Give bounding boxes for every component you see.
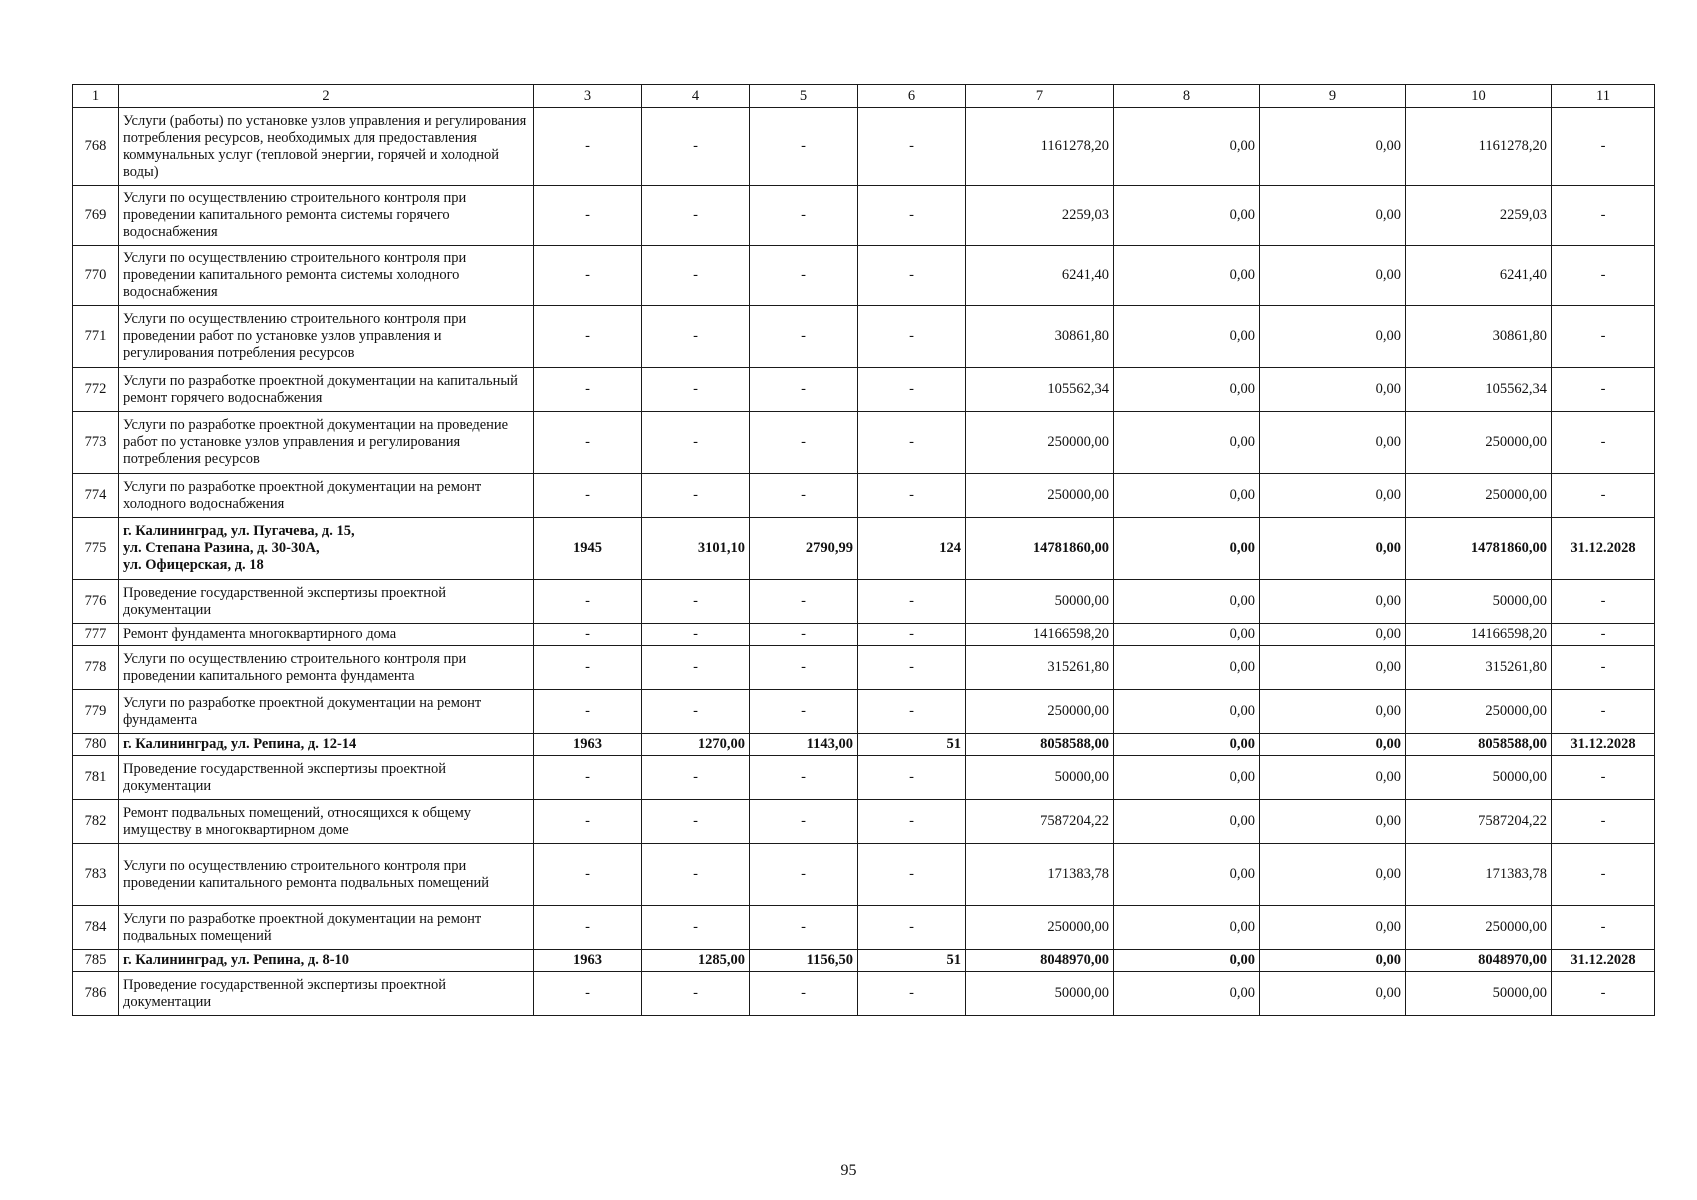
work-description: Услуги по осуществлению строительного контроля при проведении капитального ремонта системы горячего водоснабжения (119, 186, 534, 246)
table-row (73, 186, 1655, 246)
cell-col-3: - (534, 646, 642, 690)
table-row (73, 972, 1655, 1016)
cell-col-4: - (642, 844, 750, 906)
cell-col-9: 0,00 (1260, 580, 1406, 624)
work-description: Ремонт фундамента многоквартирного дома (119, 624, 534, 646)
cell-col-11: - (1552, 844, 1655, 906)
cell-col-4: 1270,00 (642, 734, 750, 756)
work-description: Услуги по разработке проектной документации на ремонт подвальных помещений (119, 906, 534, 950)
col-header-8: 8 (1114, 85, 1260, 108)
row-number: 777 (73, 624, 119, 646)
cell-col-11: 31.12.2028 (1552, 518, 1655, 580)
cell-col-3: - (534, 800, 642, 844)
cell-col-8: 0,00 (1114, 474, 1260, 518)
cell-col-10: 2259,03 (1406, 186, 1552, 246)
work-description: Услуги по разработке проектной документации на ремонт фундамента (119, 690, 534, 734)
cell-col-9: 0,00 (1260, 474, 1406, 518)
cell-col-11: - (1552, 412, 1655, 474)
work-description: Услуги по осуществлению строительного контроля при проведении капитального ремонта подвальных помещений (119, 844, 534, 906)
cell-col-4: - (642, 474, 750, 518)
cell-col-6: - (858, 800, 966, 844)
cell-col-8: 0,00 (1114, 306, 1260, 368)
work-description: Проведение государственной экспертизы проектной документации (119, 756, 534, 800)
col-header-10: 10 (1406, 85, 1552, 108)
cell-col-9: 0,00 (1260, 646, 1406, 690)
cell-col-4: - (642, 756, 750, 800)
work-description: Услуги по разработке проектной документации на ремонт холодного водоснабжения (119, 474, 534, 518)
cell-col-9: 0,00 (1260, 844, 1406, 906)
table-body (73, 108, 1655, 1016)
col-header-7: 7 (966, 85, 1114, 108)
cell-col-5: - (750, 624, 858, 646)
address-row (73, 734, 1655, 756)
cell-col-7: 6241,40 (966, 246, 1114, 306)
row-number: 784 (73, 906, 119, 950)
work-description: Проведение государственной экспертизы проектной документации (119, 972, 534, 1016)
cell-col-6: - (858, 646, 966, 690)
cell-col-3: - (534, 624, 642, 646)
cell-col-10: 50000,00 (1406, 756, 1552, 800)
cell-col-7: 315261,80 (966, 646, 1114, 690)
cell-col-6: - (858, 108, 966, 186)
cell-col-7: 250000,00 (966, 412, 1114, 474)
cell-col-5: - (750, 972, 858, 1016)
cell-col-8: 0,00 (1114, 412, 1260, 474)
cell-col-10: 8058588,00 (1406, 734, 1552, 756)
cell-col-8: 0,00 (1114, 624, 1260, 646)
table-row (73, 246, 1655, 306)
row-number: 782 (73, 800, 119, 844)
cell-col-3: - (534, 412, 642, 474)
cell-col-6: 51 (858, 734, 966, 756)
cell-col-10: 6241,40 (1406, 246, 1552, 306)
cell-col-6: - (858, 972, 966, 1016)
cell-col-5: - (750, 690, 858, 734)
table-row (73, 800, 1655, 844)
cell-col-5: 2790,99 (750, 518, 858, 580)
cell-col-5: - (750, 800, 858, 844)
cell-col-5: - (750, 246, 858, 306)
page-number: 95 (840, 1162, 857, 1179)
work-description: Проведение государственной экспертизы проектной документации (119, 580, 534, 624)
cell-col-11: - (1552, 906, 1655, 950)
table-row (73, 368, 1655, 412)
cell-col-5: - (750, 186, 858, 246)
work-description: Услуги по разработке проектной документации на проведение работ по установке узлов управления и регулирования потребления ресурсов (119, 412, 534, 474)
cell-col-8: 0,00 (1114, 950, 1260, 972)
cell-col-10: 250000,00 (1406, 906, 1552, 950)
cell-col-4: - (642, 186, 750, 246)
cell-col-6: - (858, 756, 966, 800)
row-number: 778 (73, 646, 119, 690)
cell-col-11: 31.12.2028 (1552, 734, 1655, 756)
row-number: 770 (73, 246, 119, 306)
cell-col-5: 1156,50 (750, 950, 858, 972)
cell-col-6: - (858, 186, 966, 246)
cell-col-9: 0,00 (1260, 368, 1406, 412)
cell-col-9: 0,00 (1260, 756, 1406, 800)
cell-col-7: 171383,78 (966, 844, 1114, 906)
cell-col-5: 1143,00 (750, 734, 858, 756)
work-description: Услуги по разработке проектной документации на капитальный ремонт горячего водоснабжения (119, 368, 534, 412)
cell-col-7: 30861,80 (966, 306, 1114, 368)
cell-col-6: - (858, 306, 966, 368)
cell-col-7: 50000,00 (966, 972, 1114, 1016)
cell-col-9: 0,00 (1260, 624, 1406, 646)
cell-col-4: - (642, 108, 750, 186)
row-number: 779 (73, 690, 119, 734)
cell-col-3: - (534, 906, 642, 950)
cell-col-6: - (858, 690, 966, 734)
table-row (73, 474, 1655, 518)
cell-col-11: - (1552, 580, 1655, 624)
work-description: Услуги по осуществлению строительного контроля при проведении капитального ремонта фундамента (119, 646, 534, 690)
cell-col-4: 3101,10 (642, 518, 750, 580)
cell-col-9: 0,00 (1260, 906, 1406, 950)
cell-col-8: 0,00 (1114, 972, 1260, 1016)
cell-col-7: 250000,00 (966, 474, 1114, 518)
cell-col-3: - (534, 246, 642, 306)
cell-col-5: - (750, 756, 858, 800)
row-number: 780 (73, 734, 119, 756)
cell-col-9: 0,00 (1260, 108, 1406, 186)
col-header-6: 6 (858, 85, 966, 108)
table-row (73, 412, 1655, 474)
row-number: 772 (73, 368, 119, 412)
cell-col-6: - (858, 474, 966, 518)
address-row (73, 518, 1655, 580)
table-row (73, 646, 1655, 690)
cell-col-5: - (750, 108, 858, 186)
cell-col-10: 7587204,22 (1406, 800, 1552, 844)
cell-col-3: - (534, 844, 642, 906)
col-header-9: 9 (1260, 85, 1406, 108)
row-number: 768 (73, 108, 119, 186)
cell-col-7: 250000,00 (966, 690, 1114, 734)
cell-col-7: 7587204,22 (966, 800, 1114, 844)
cell-col-3: - (534, 108, 642, 186)
cell-col-6: 124 (858, 518, 966, 580)
cell-col-3: 1963 (534, 950, 642, 972)
row-number: 783 (73, 844, 119, 906)
header-row (73, 85, 1655, 108)
cell-col-3: - (534, 690, 642, 734)
cell-col-6: - (858, 368, 966, 412)
works-table (72, 84, 1655, 1016)
cell-col-10: 250000,00 (1406, 412, 1552, 474)
cell-col-5: - (750, 474, 858, 518)
cell-col-4: - (642, 646, 750, 690)
cell-col-5: - (750, 306, 858, 368)
cell-col-4: - (642, 246, 750, 306)
cell-col-10: 14166598,20 (1406, 624, 1552, 646)
cell-col-9: 0,00 (1260, 186, 1406, 246)
col-header-5: 5 (750, 85, 858, 108)
cell-col-10: 250000,00 (1406, 690, 1552, 734)
table-row (73, 844, 1655, 906)
cell-col-7: 50000,00 (966, 756, 1114, 800)
cell-col-9: 0,00 (1260, 246, 1406, 306)
cell-col-10: 50000,00 (1406, 580, 1552, 624)
cell-col-10: 171383,78 (1406, 844, 1552, 906)
cell-col-11: - (1552, 108, 1655, 186)
cell-col-4: - (642, 800, 750, 844)
cell-col-10: 30861,80 (1406, 306, 1552, 368)
cell-col-10: 14781860,00 (1406, 518, 1552, 580)
cell-col-11: - (1552, 972, 1655, 1016)
cell-col-10: 8048970,00 (1406, 950, 1552, 972)
cell-col-3: 1963 (534, 734, 642, 756)
cell-col-9: 0,00 (1260, 734, 1406, 756)
cell-col-10: 50000,00 (1406, 972, 1552, 1016)
row-number: 786 (73, 972, 119, 1016)
cell-col-7: 2259,03 (966, 186, 1114, 246)
cell-col-10: 105562,34 (1406, 368, 1552, 412)
col-header-2: 2 (119, 85, 534, 108)
cell-col-9: 0,00 (1260, 690, 1406, 734)
cell-col-5: - (750, 368, 858, 412)
work-description: Ремонт подвальных помещений, относящихся к общему имуществу в многоквартирном доме (119, 800, 534, 844)
cell-col-11: - (1552, 306, 1655, 368)
cell-col-6: - (858, 906, 966, 950)
cell-col-4: - (642, 690, 750, 734)
work-description: Услуги по осуществлению строительного контроля при проведении капитального ремонта системы холодного водоснабжения (119, 246, 534, 306)
cell-col-10: 250000,00 (1406, 474, 1552, 518)
cell-col-7: 105562,34 (966, 368, 1114, 412)
cell-col-8: 0,00 (1114, 580, 1260, 624)
cell-col-3: 1945 (534, 518, 642, 580)
cell-col-9: 0,00 (1260, 518, 1406, 580)
cell-col-11: - (1552, 246, 1655, 306)
cell-col-8: 0,00 (1114, 646, 1260, 690)
cell-col-9: 0,00 (1260, 950, 1406, 972)
cell-col-7: 8058588,00 (966, 734, 1114, 756)
cell-col-5: - (750, 844, 858, 906)
row-number: 773 (73, 412, 119, 474)
cell-col-8: 0,00 (1114, 844, 1260, 906)
cell-col-6: - (858, 246, 966, 306)
table-row (73, 690, 1655, 734)
cell-col-8: 0,00 (1114, 108, 1260, 186)
row-number: 785 (73, 950, 119, 972)
cell-col-7: 14166598,20 (966, 624, 1114, 646)
row-number: 776 (73, 580, 119, 624)
cell-col-5: - (750, 580, 858, 624)
cell-col-10: 1161278,20 (1406, 108, 1552, 186)
cell-col-5: - (750, 646, 858, 690)
cell-col-11: - (1552, 186, 1655, 246)
cell-col-8: 0,00 (1114, 734, 1260, 756)
cell-col-4: 1285,00 (642, 950, 750, 972)
work-description: г. Калининград, ул. Пугачева, д. 15, ул. Степана Разина, д. 30-30А, ул. Офицерская, д. 18 (119, 518, 534, 580)
row-number: 771 (73, 306, 119, 368)
cell-col-11: - (1552, 756, 1655, 800)
cell-col-7: 250000,00 (966, 906, 1114, 950)
cell-col-3: - (534, 186, 642, 246)
cell-col-6: - (858, 580, 966, 624)
table-row (73, 580, 1655, 624)
cell-col-11: - (1552, 474, 1655, 518)
cell-col-6: - (858, 624, 966, 646)
cell-col-6: 51 (858, 950, 966, 972)
cell-col-3: - (534, 306, 642, 368)
cell-col-8: 0,00 (1114, 186, 1260, 246)
col-header-1: 1 (73, 85, 119, 108)
work-description: Услуги по осуществлению строительного контроля при проведении работ по установке узлов управления и регулирования потребления ресурсов (119, 306, 534, 368)
cell-col-11: - (1552, 800, 1655, 844)
cell-col-8: 0,00 (1114, 756, 1260, 800)
cell-col-8: 0,00 (1114, 906, 1260, 950)
col-header-11: 11 (1552, 85, 1655, 108)
address-row (73, 950, 1655, 972)
cell-col-7: 50000,00 (966, 580, 1114, 624)
cell-col-3: - (534, 580, 642, 624)
col-header-3: 3 (534, 85, 642, 108)
cell-col-7: 8048970,00 (966, 950, 1114, 972)
cell-col-11: - (1552, 646, 1655, 690)
cell-col-4: - (642, 624, 750, 646)
cell-col-3: - (534, 368, 642, 412)
cell-col-11: - (1552, 624, 1655, 646)
cell-col-7: 1161278,20 (966, 108, 1114, 186)
cell-col-4: - (642, 972, 750, 1016)
cell-col-8: 0,00 (1114, 690, 1260, 734)
cell-col-9: 0,00 (1260, 800, 1406, 844)
cell-col-8: 0,00 (1114, 800, 1260, 844)
cell-col-6: - (858, 412, 966, 474)
table-row (73, 108, 1655, 186)
cell-col-9: 0,00 (1260, 972, 1406, 1016)
cell-col-6: - (858, 844, 966, 906)
cell-col-4: - (642, 306, 750, 368)
table-row (73, 906, 1655, 950)
row-number: 781 (73, 756, 119, 800)
cell-col-11: - (1552, 368, 1655, 412)
cell-col-9: 0,00 (1260, 412, 1406, 474)
cell-col-8: 0,00 (1114, 518, 1260, 580)
cell-col-4: - (642, 580, 750, 624)
cell-col-3: - (534, 972, 642, 1016)
cell-col-3: - (534, 756, 642, 800)
cell-col-8: 0,00 (1114, 246, 1260, 306)
cell-col-4: - (642, 368, 750, 412)
work-description: Услуги (работы) по установке узлов управления и регулирования потребления ресурсов, необходимых для предоставления коммунальных услуг (тепловой энергии, горячей и холодной воды) (119, 108, 534, 186)
work-description: г. Калининград, ул. Репина, д. 12-14 (119, 734, 534, 756)
table-row (73, 756, 1655, 800)
table-row (73, 306, 1655, 368)
cell-col-3: - (534, 474, 642, 518)
cell-col-9: 0,00 (1260, 306, 1406, 368)
cell-col-11: - (1552, 690, 1655, 734)
row-number: 775 (73, 518, 119, 580)
cell-col-5: - (750, 412, 858, 474)
cell-col-4: - (642, 906, 750, 950)
cell-col-10: 315261,80 (1406, 646, 1552, 690)
work-description: г. Калининград, ул. Репина, д. 8-10 (119, 950, 534, 972)
cell-col-5: - (750, 906, 858, 950)
cell-col-4: - (642, 412, 750, 474)
col-header-4: 4 (642, 85, 750, 108)
cell-col-8: 0,00 (1114, 368, 1260, 412)
row-number: 774 (73, 474, 119, 518)
cell-col-7: 14781860,00 (966, 518, 1114, 580)
row-number: 769 (73, 186, 119, 246)
table-row (73, 624, 1655, 646)
cell-col-11: 31.12.2028 (1552, 950, 1655, 972)
